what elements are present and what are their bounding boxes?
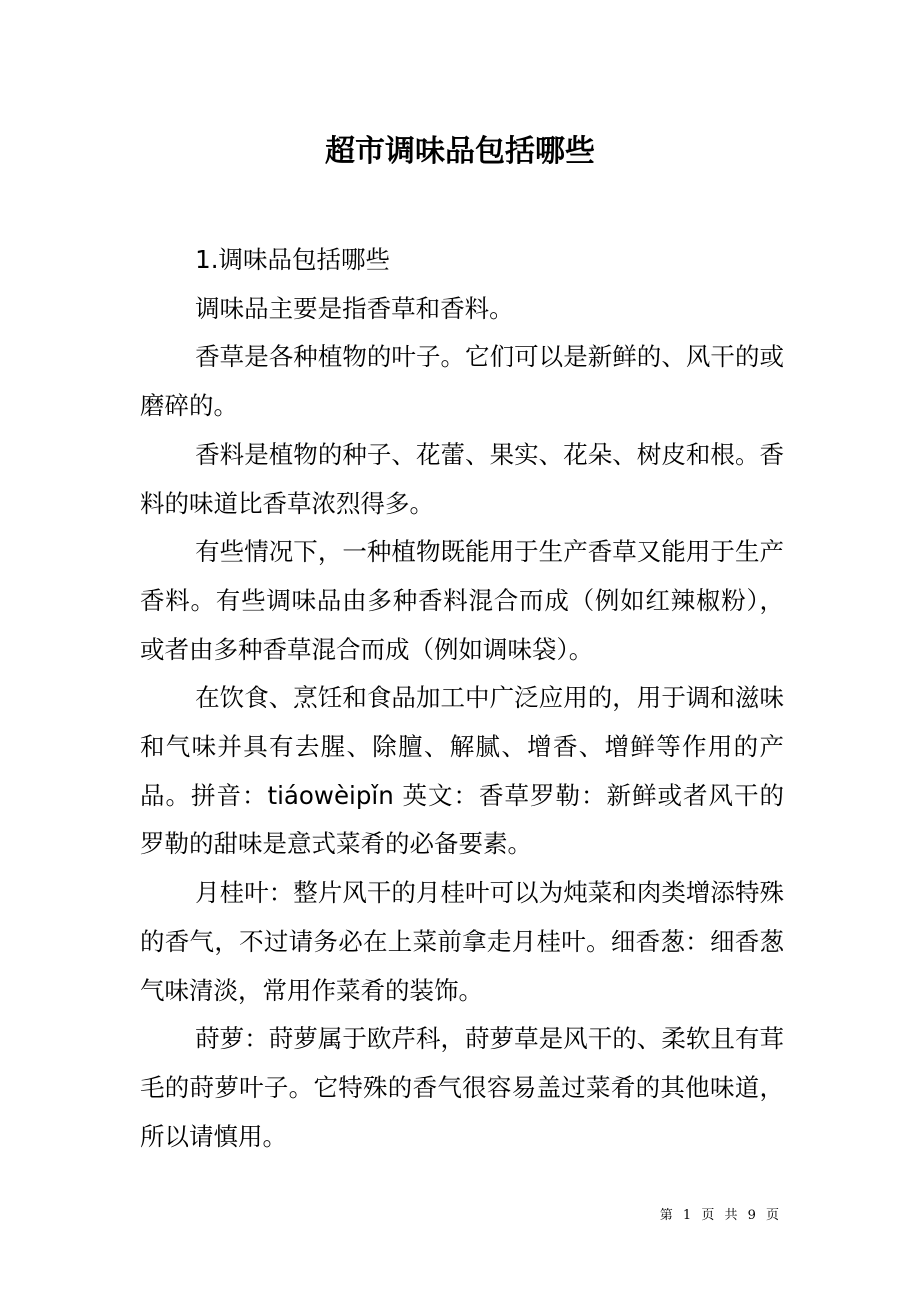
paragraph: 香草是各种植物的叶子。它们可以是新鲜的、风干的或磨碎的。 bbox=[140, 342, 784, 421]
paragraph: 月桂叶：整片风干的月桂叶可以为炖菜和肉类增添特殊的香气，不过请务必在上菜前拿走月桂叶。细香葱：细香葱气味清淡，常用作菜肴的装饰。 bbox=[140, 878, 784, 1005]
paragraph: 莳萝：莳萝属于欧芹科，莳萝草是风干的、柔软且有茸毛的莳萝叶子。它特殊的香气很容易盖过菜肴的其他味道，所以请慎用。 bbox=[140, 1024, 784, 1151]
paragraph: 调味品主要是指香草和香料。 bbox=[195, 293, 514, 323]
paragraph: 有些情况下，一种植物既能用于生产香草又能用于生产香料。有些调味品由多种香料混合而成（例如红辣椒粉），或者由多种香草混合而成（例如调味袋）。 bbox=[140, 537, 784, 664]
document-title: 超市调味品包括哪些 bbox=[325, 134, 595, 169]
page-number-footer: 第 1 页 共 9 页 bbox=[659, 1208, 780, 1223]
paragraph-heading: 1.调味品包括哪些 bbox=[195, 245, 390, 274]
paragraph: 在饮食、烹饪和食品加工中广泛应用的，用于调和滋味和气味并具有去腥、除膻、解腻、增香、增鲜等作用的产品。拼音：tiáowèipǐn 英文：香草罗勒：新鲜或者风干的罗勒的甜味是意式菜肴的必备要素。 bbox=[140, 683, 784, 859]
paragraph: 香料是植物的种子、花蕾、果实、花朵、树皮和根。香料的味道比香草浓烈得多。 bbox=[140, 439, 784, 518]
document-body bbox=[140, 236, 784, 1161]
